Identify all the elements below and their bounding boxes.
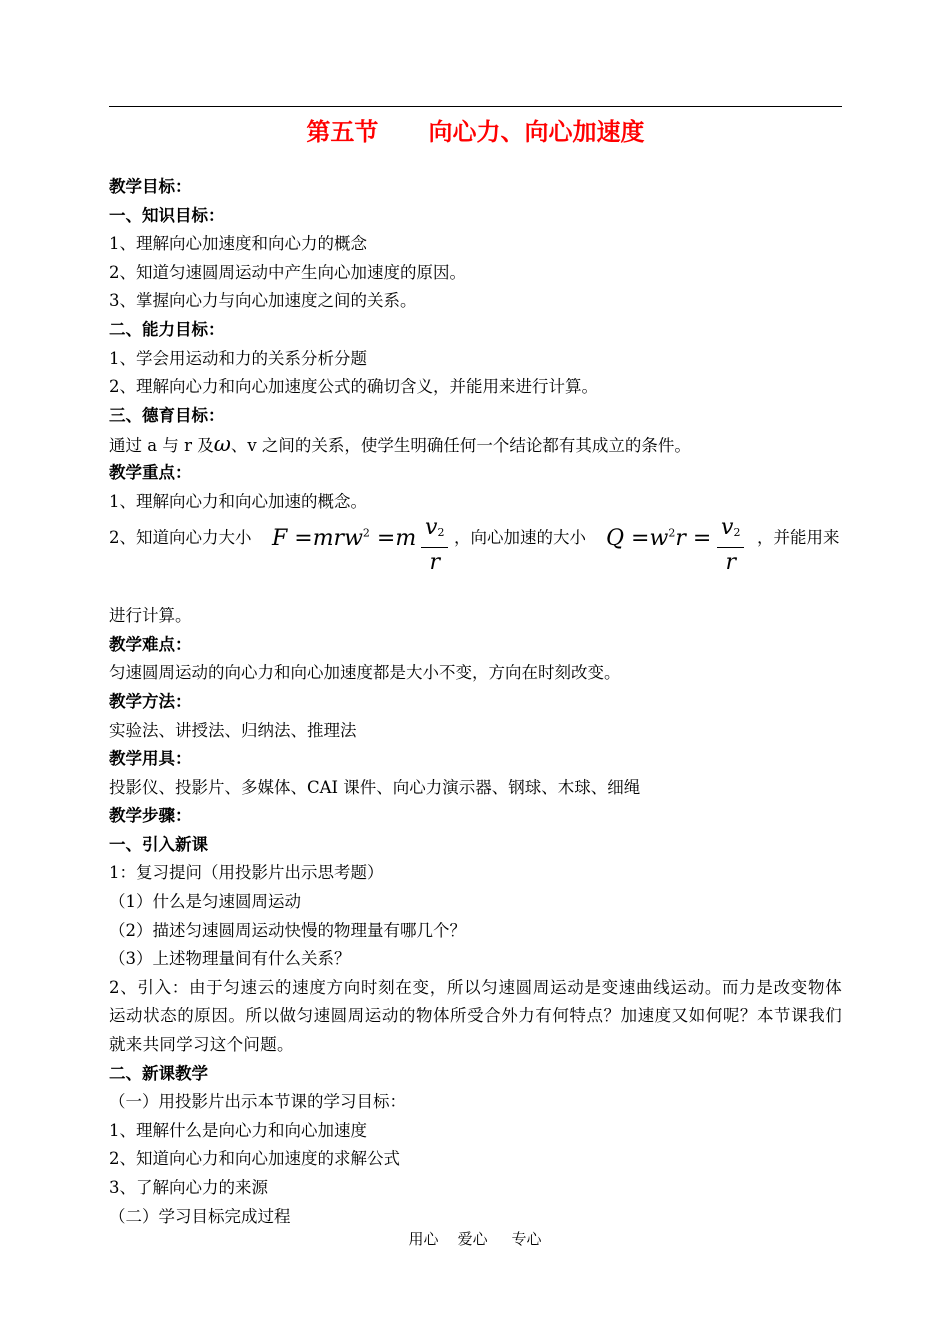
key-heading: 教学重点： <box>109 462 192 482</box>
list-item: 3、了解向心力的来源 <box>109 1178 268 1197</box>
moral-text-post: 、v 之间的关系，使学生明确任何一个结论都有其成立的条件。 <box>230 436 691 456</box>
formula-force-num-sub: 2 <box>437 526 445 540</box>
list-item: （二）学习目标完成过程 <box>109 1206 291 1226</box>
key2-text-a: 2、知道向心力大小 <box>109 528 252 548</box>
formula-accel-fraction <box>717 514 744 578</box>
list-item: 2、知道向心力和向心加速度的求解公式 <box>109 1149 400 1169</box>
list-item: （1）什么是匀速圆周运动 <box>109 892 301 912</box>
list-item: 1、理解向心加速度和向心力的概念 <box>109 234 367 254</box>
list-item: （一）用投影片出示本节课的学习目标： <box>109 1092 406 1112</box>
list-item: 2、知道匀速圆周运动中产生向心加速度的原因。 <box>109 262 466 282</box>
list-item: （3）上述物理量间有什么关系？ <box>109 949 351 969</box>
list-item: 3、掌握向心力与向心加速度之间的关系。 <box>109 291 417 311</box>
knowledge-heading: 一、知识目标： <box>109 205 225 225</box>
objectives-heading: 教学目标： <box>109 177 192 196</box>
formula-force <box>272 526 416 551</box>
method-text: 实验法、讲授法、归纳法、推理法 <box>109 720 357 740</box>
list-item: 2、理解向心力和向心加速度公式的确切含义，并能用来进行计算。 <box>109 377 598 397</box>
formula-accel-num-sub: 2 <box>733 526 741 540</box>
key2-text-c: ，并能用来 <box>757 528 840 548</box>
formula-line <box>109 515 842 592</box>
formula-force-den: r <box>429 550 440 576</box>
header-rule <box>109 106 842 107</box>
formula-accel-lhs: Q <box>606 526 625 552</box>
page-title: 第五节 向心力、向心加速度 <box>306 118 645 146</box>
formula-accel <box>606 526 711 551</box>
formula-force-exp: 2 <box>362 526 370 540</box>
formula-accel-num: v <box>721 515 734 541</box>
formula-force-eq: =mrw <box>294 526 363 552</box>
formula-accel-den: r <box>725 550 736 576</box>
moral-text-pre: 通过 a 与 r 及 <box>109 436 214 456</box>
formula-force-fraction <box>421 514 448 578</box>
tools-heading: 教学用具： <box>109 749 192 769</box>
key2-continuation: 进行计算。 <box>109 606 192 626</box>
steps-heading: 教学步骤： <box>109 806 192 826</box>
document-body <box>109 173 842 1231</box>
difficulty-text: 匀速圆周运动的向心力和向心加速度都是大小不变，方向在时刻改变。 <box>109 663 621 683</box>
formula-force-eq2: =m <box>376 526 417 552</box>
formula-accel-mid: r <box>675 526 686 552</box>
moral-heading: 三、德育目标： <box>109 405 225 425</box>
omega-symbol: ω <box>213 432 231 457</box>
formula-force-lhs: F <box>272 526 288 552</box>
new-heading: 二、新课教学 <box>109 1063 208 1083</box>
tools-text: 投影仪、投影片、多媒体、CAI 课件、向心力演示器、钢球、木球、细绳 <box>109 777 641 797</box>
list-item: （2）描述匀速圆周运动快慢的物理量有哪几个？ <box>109 920 466 940</box>
list-item: 1、学会用运动和力的关系分析分题 <box>109 348 367 368</box>
formula-accel-eq2: = <box>692 526 712 552</box>
formula-accel-eq: =w <box>631 526 669 552</box>
difficulty-heading: 教学难点： <box>109 634 192 654</box>
formula-force-num: v <box>425 515 438 541</box>
intro-heading: 一、引入新课 <box>109 834 208 854</box>
list-item: 1、理解向心力和向心加速的概念。 <box>109 491 367 511</box>
page-footer: 用心 爱心 专心 <box>408 1230 542 1248</box>
key2-text-b: ，向心加速的大小 <box>454 528 586 548</box>
intro-paragraph: 2、引入：由于匀速云的速度方向时刻在变，所以匀速圆周运动是变速曲线运动。而力是改变物体运动状态的原因。所以做匀速圆周运动的物体所受合外力有何特点？加速度又如何呢？本节课我们就来共同学习这个问题。 <box>109 977 842 1055</box>
list-item: 1、理解什么是向心力和向心加速度 <box>109 1120 367 1140</box>
formula-accel-exp: 2 <box>668 526 676 540</box>
ability-heading: 二、能力目标： <box>109 319 225 339</box>
moral-text <box>109 430 842 459</box>
method-heading: 教学方法： <box>109 691 192 711</box>
list-item: 1：复习提问（用投影片出示思考题） <box>109 863 384 883</box>
